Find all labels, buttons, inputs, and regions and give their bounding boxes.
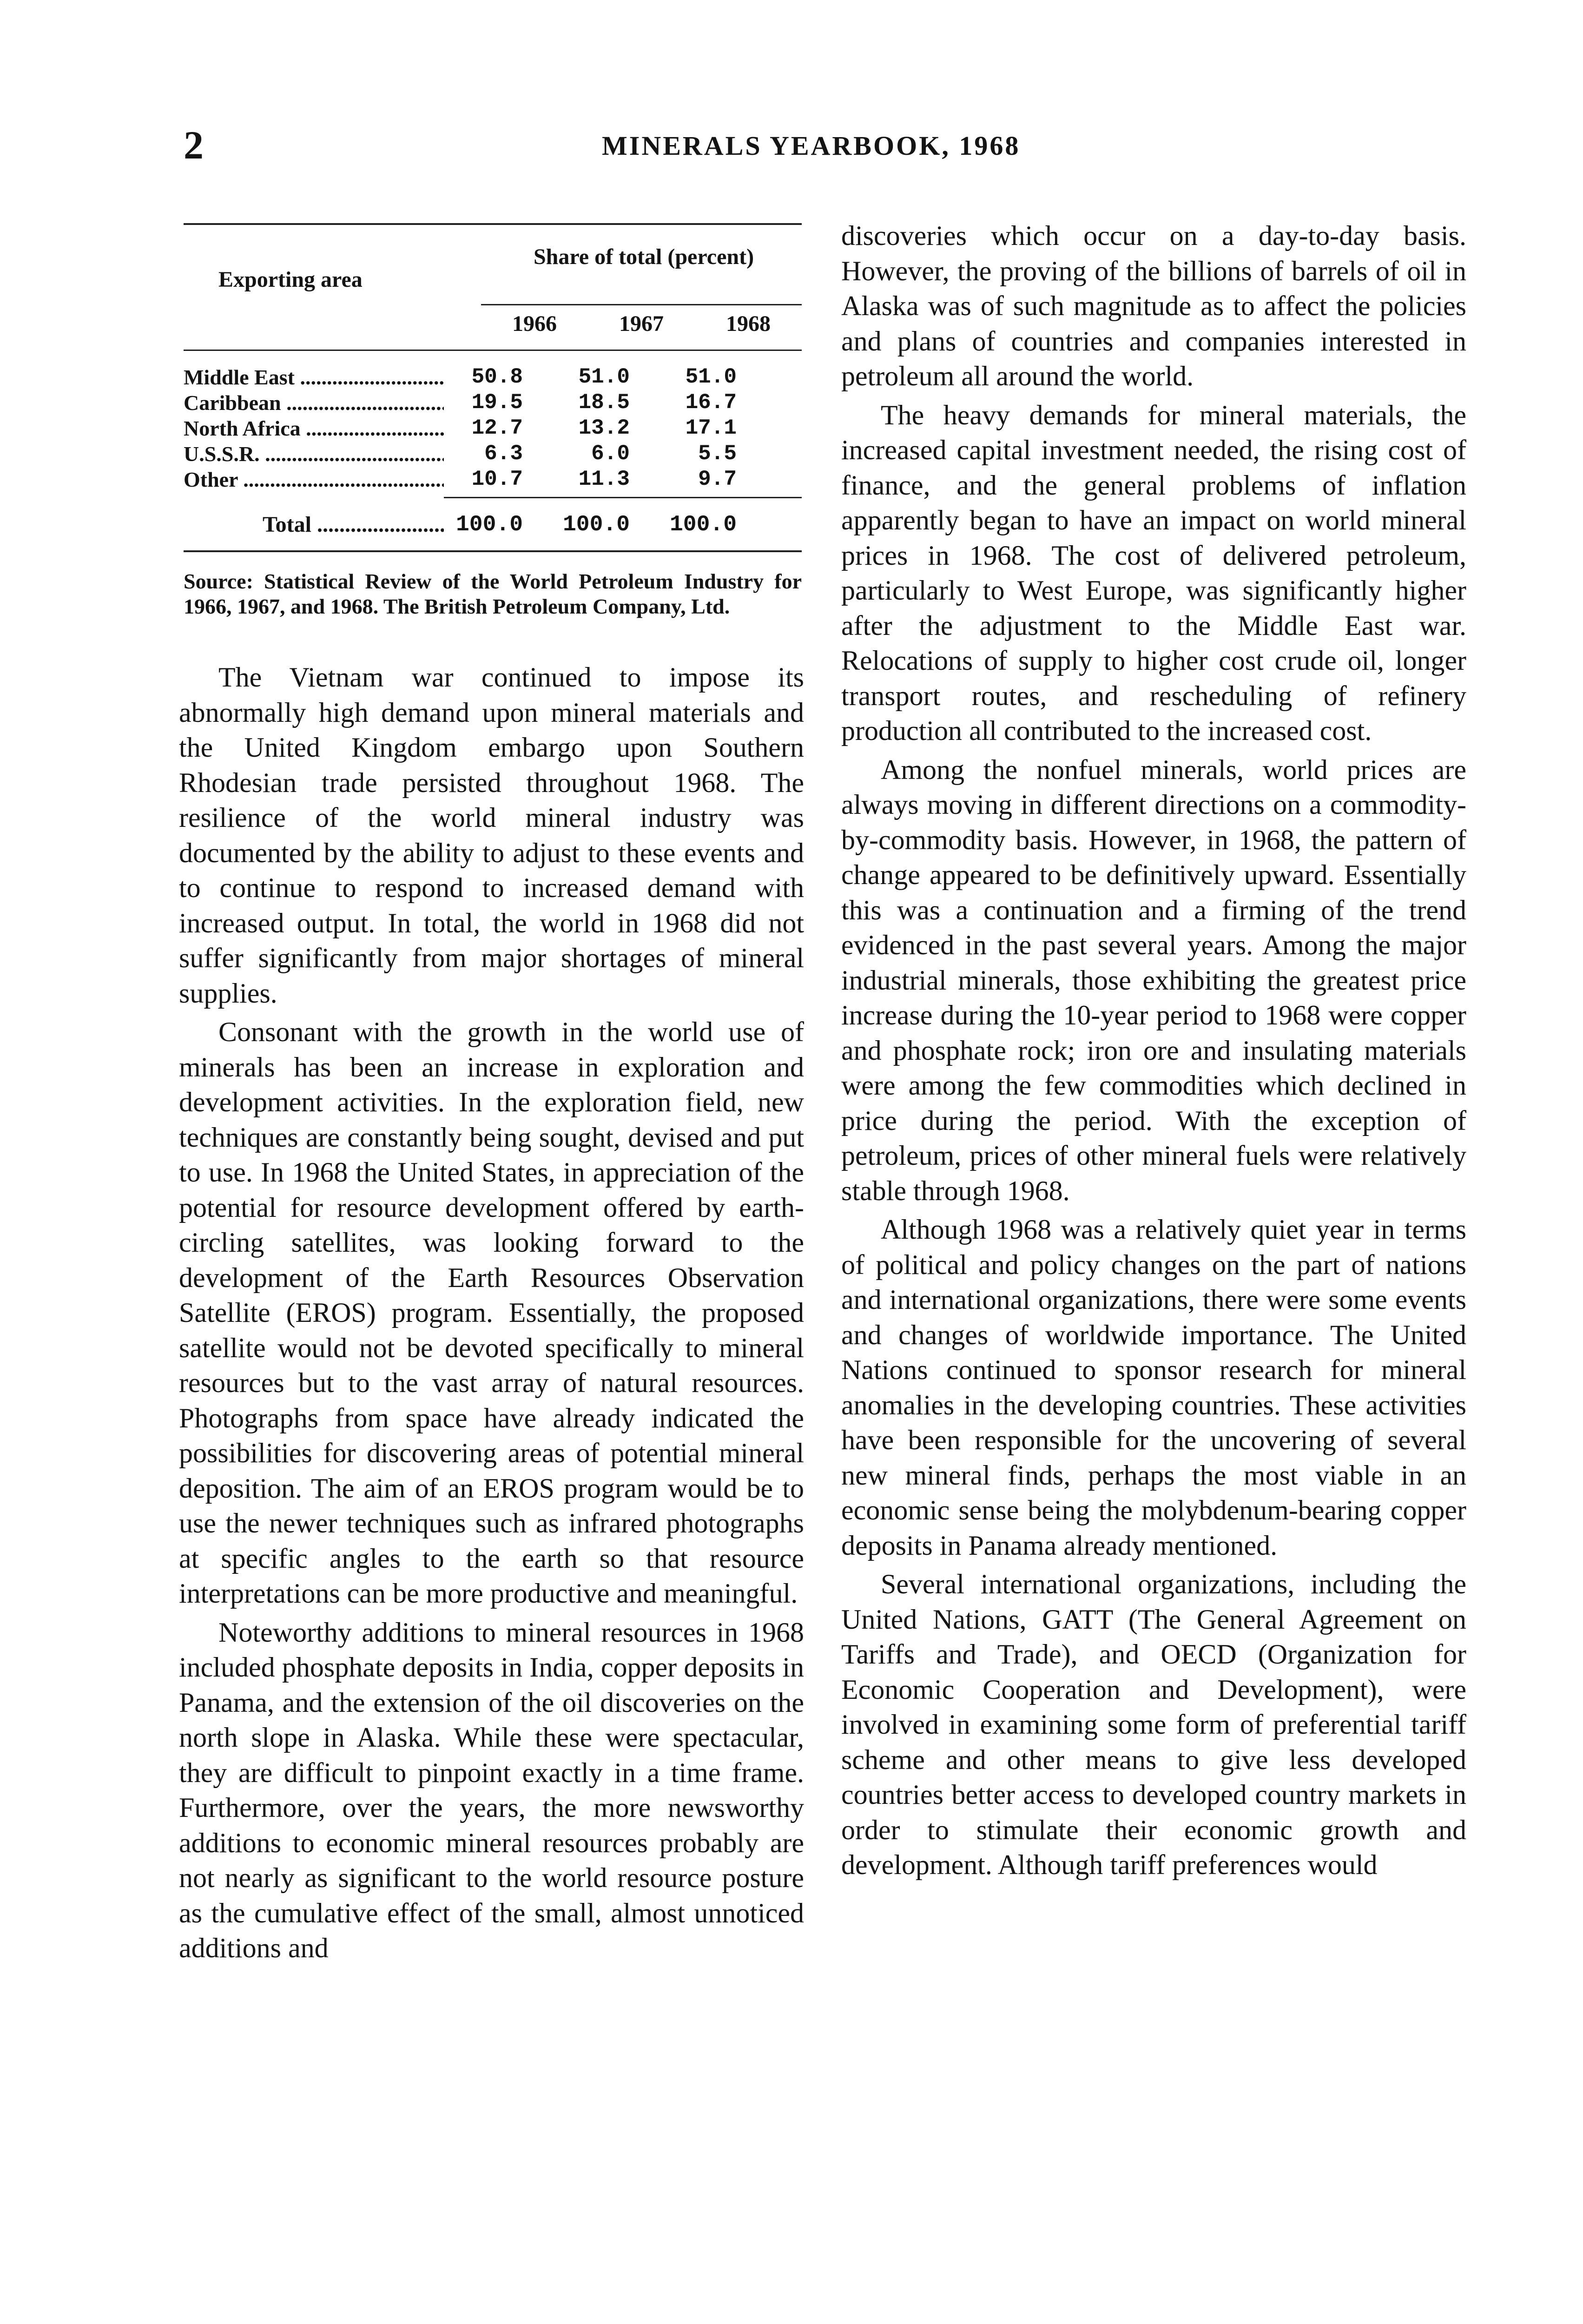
total-1966: 100.0 — [455, 512, 523, 537]
year-header: 1966 — [512, 311, 557, 336]
row-area: North Africa ..... — [184, 416, 444, 441]
year-header: 1968 — [726, 311, 771, 336]
cell-1968: 9.7 — [698, 467, 737, 491]
row-area: Middle East ..... — [184, 364, 444, 390]
page-header — [184, 122, 1371, 173]
paragraph: The Vietnam war continued to impose its abnormally high demand upon mineral materials and the United Kingdom embargo upon Southern Rhodesian trade persisted throughout 1968. The resilience of the world mineral industry was documented by the ability to adjust to these events and to continue to respond to increased demand with increased output. In total, the world in 1968 did not suffer significantly from major shortages of mineral supplies. — [179, 662, 804, 1009]
table-bottom-rule — [184, 550, 802, 552]
cell-1966: 50.8 — [471, 365, 523, 389]
cell-1967: 51.0 — [578, 365, 630, 389]
year-headers — [481, 311, 802, 337]
table-row — [184, 441, 802, 467]
total-row — [184, 508, 802, 541]
page-number: 2 — [184, 123, 204, 167]
total-rule — [444, 497, 802, 498]
cell-1967: 6.0 — [591, 442, 630, 466]
cell-1968: 51.0 — [685, 365, 737, 389]
table-row — [184, 390, 802, 416]
col-header-area: Exporting area — [218, 267, 363, 292]
table-header — [184, 225, 802, 618]
running-title: MINERALS YEARBOOK, 1968 — [602, 131, 1021, 161]
paragraph: Noteworthy additions to mineral resources in 1968 included phosphate deposits in India, copper deposits in Panama, and the extension of the oil discoveries on the north slope in Alaska. While these were spectacular, they are difficult to pinpoint exactly in a time frame. Furthermore, over the years, the more newsworthy additions to economic mineral resources probably are not nearly as significant to the world resource posture as the cumulative effect of the small, almost unnoticed additions and — [179, 1617, 804, 1963]
cell-1966: 10.7 — [471, 467, 523, 491]
paragraph: The heavy demands for mineral materials, the increased capital investment needed, the rising cost of finance, and the general problems of inflation apparently began to have an impact on world mineral prices in 1968. The cost of delivered petroleum, particularly to West Europe, was significantly higher after the adjustment to the Middle East war. Relocations of supply to higher cost crude oil, longer transport routes, and rescheduling of refinery production all contributed to the increased cost. — [841, 399, 1466, 746]
cell-1968: 17.1 — [685, 416, 737, 440]
total-label: Total ..... — [263, 508, 444, 541]
paragraph: Among the nonfuel minerals, world prices are always moving in different directions on a commodity-by-commodity basis. However, in 1968, the pattern of change appeared to be definitively upward. Essentially this was a continuation and a firming of the trend evidenced in the past several years. Among the major industrial minerals, those exhibiting the greatest price increase during the 10-year period to 1968 were copper and phosphate rock; iron ore and insulating materials were among the few commodities which declined in price during the period. With the exception of petroleum, prices of other mineral fuels were relatively stable through 1968. — [841, 754, 1466, 1206]
right-column — [841, 218, 1466, 1887]
paragraph: Several international organizations, including the United Nations, GATT (The General Agreement on Tariffs and Trade), and OECD (Organization for Economic Cooperation and Development), were involved in examining some form of preferential tariff scheme and other means to give less developed countries better access to developed country markets in order to stimulate their economic growth and development. Although tariff preferences would — [841, 1569, 1466, 1880]
export-share-table — [184, 223, 802, 618]
paragraph: Consonant with the growth in the world use of minerals has been an increase in exploration and development activities. In the exploration field, new techniques are constantly being sought, devised and put to use. In 1968 the United States, in appreciation of the potential for resource development offered by earth-circling satellites, was looking forward to the development of the Earth Resources Observation Satellite (EROS) program. Essentially, the proposed satellite would not be devoted specifically to mineral resources but to the vast array of natural resources. Photographs from space have already indicated the possibilities for discovering areas of potential mineral deposition. The aim of an EROS program would be to use the newer techniques such as infrared photographs at specific angles to the earth so that resource interpretations can be more productive and meaningful. — [179, 1017, 804, 1609]
table-row — [184, 467, 802, 492]
table-source-note: Source: Statistical Review of the World Petroleum Industry for 1966, 1967, and 1968. The British Petroleum Company, Ltd. — [184, 569, 802, 618]
year-header: 1967 — [619, 311, 664, 336]
col-header-share: Share of total (percent) — [533, 244, 754, 269]
cell-1966: 19.5 — [471, 390, 523, 415]
table-row — [184, 364, 802, 390]
cell-1967: 18.5 — [578, 390, 630, 415]
total-1968: 100.0 — [669, 512, 737, 537]
cell-1966: 12.7 — [471, 416, 523, 440]
header-bottom-rule — [184, 350, 802, 351]
share-rule — [481, 304, 802, 305]
table-body — [184, 364, 802, 492]
row-area: U.S.S.R. ..... — [184, 441, 444, 467]
row-area: Other ..... — [184, 467, 444, 492]
total-1967: 100.0 — [562, 512, 630, 537]
cell-1967: 11.3 — [578, 467, 630, 491]
cell-1967: 13.2 — [578, 416, 630, 440]
cell-1968: 5.5 — [698, 442, 737, 466]
row-area: Caribbean ..... — [184, 390, 444, 416]
paragraph: Although 1968 was a relatively quiet year in terms of political and policy changes on the part of nations and international organizations, there were some events and changes of worldwide importance. The United Nations continued to sponsor research for mineral anomalies in the developing countries. These activities have been responsible for the uncovering of several new mineral finds, perhaps the most viable in an economic sense being the molybdenum-bearing copper deposits in Panama already mentioned. — [841, 1214, 1466, 1561]
cell-1966: 6.3 — [484, 442, 523, 466]
table-row — [184, 416, 802, 441]
cell-1968: 16.7 — [685, 390, 737, 415]
left-column — [179, 660, 804, 1970]
paragraph: discoveries which occur on a day-to-day basis. However, the proving of the billions of barrels of oil in Alaska was of such magnitude as to affect the policies and plans of countries and companies interested in petroleum all around the world. — [841, 220, 1466, 391]
